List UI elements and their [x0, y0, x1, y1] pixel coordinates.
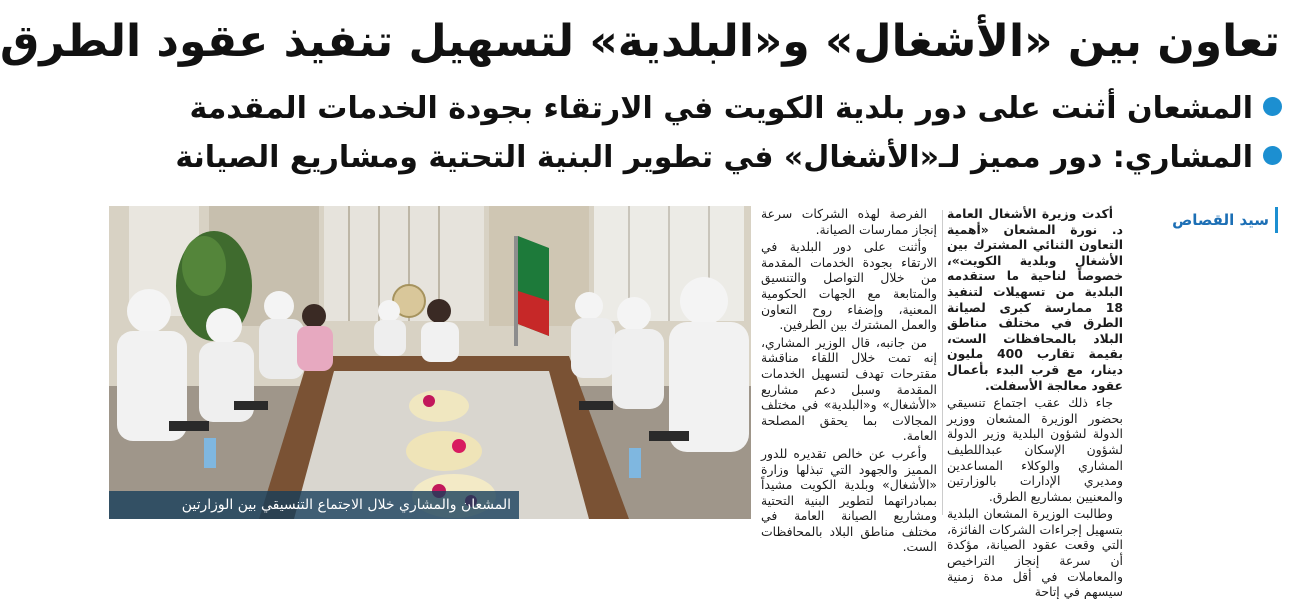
paragraph: وأثنت على دور البلدية في الارتقاء بجودة الخدمات المقدمة من خلال التواصل والتنسيق والمتابعة مع الجهات الحكومية المعنية، وإضفاء روح التعاون والعمل المشترك بين الطرفين.: [761, 239, 937, 333]
meeting-photo-illustration: [109, 206, 751, 519]
column-divider: [942, 210, 943, 515]
subheadline-1-text: المشعان أثنت على دور بلدية الكويت في الارتقاء بجودة الخدمات المقدمة: [189, 91, 1253, 126]
article-column-right: [947, 206, 1123, 600]
meeting-photo: [109, 206, 751, 519]
paragraph: وأعرب عن خالص تقديره للدور المميز والجهود التي تبذلها وزارة «الأشغال» وبلدية الكويت مشيداً بمبادراتهما لتطوير البنية التحتية ومشاريع الصيانة العامة في مختلف مناطق البلاد بالمحافظات الست.: [761, 445, 937, 555]
bullet-icon: [1263, 97, 1282, 116]
article-column-left: [761, 206, 937, 555]
article-headline: تعاون بين «الأشغال» و«البلدية» لتسهيل تنفيذ عقود الطرق: [0, 16, 1280, 67]
paragraph: جاء ذلك عقب اجتماع تنسيقي بحضور الوزيرة المشعان ووزير الدولة لشؤون البلدية وزير الدولة لشؤون الإسكان عبداللطيف المشاري والوكلاء المساعدين ومديري الإدارات بالوزارتين والمعنيين بمشاريع الطرق.: [947, 395, 1123, 504]
subheadline-2: [109, 135, 1296, 181]
subheadline-2-text: المشاري: دور مميز لـ«الأشغال» في تطوير البنية التحتية ومشاريع الصيانة: [175, 140, 1253, 175]
bullet-icon: [1263, 146, 1282, 165]
paragraph: وطالبت الوزيرة المشعان البلدية بتسهيل إجراءات الشركات الفائزة، التي وقعت عقود الصيانة، مؤكدة أن سرعة إنجاز التراخيص والمعاملات في أقل مدة زمنية سيسهم في إتاحة: [947, 506, 1123, 600]
author-byline: سيد القصاص: [1172, 211, 1269, 229]
byline-box: [1167, 207, 1278, 233]
paragraph: الفرصة لهذه الشركات سرعة إنجاز ممارسات الصيانة.: [761, 206, 937, 237]
paragraph: من جانبه، قال الوزير المشاري، إنه تمت خلال اللقاء مناقشة مقترحات تهدف لتسهيل الخدمات المقدمة وسبل دعم مشاريع «الأشغال» و«البلدية» في مختلف المجالات بما يحقق المصلحة العامة.: [761, 334, 937, 444]
photo-caption: المشعان والمشاري خلال الاجتماع التنسيقي بين الوزارتين: [109, 491, 519, 519]
paragraph: أكدت وزيرة الأشغال العامة د. نورة المشعان «أهمية التعاون الثنائي المشترك بين الأشغال وبلدية الكويت»، خصوصاً لناحية ما ستقدمه البلدية من تسهيلات لتنفيذ 18 ممارسة كبرى لصيانة الطرق في مختلف مناطق البلاد بالمحافظات الست، بقيمة تقارب 400 مليون دينار، مع قرب البدء بأعمال عقود معالجة الأسفلت.: [947, 206, 1123, 393]
subheadline-1: [109, 86, 1296, 132]
